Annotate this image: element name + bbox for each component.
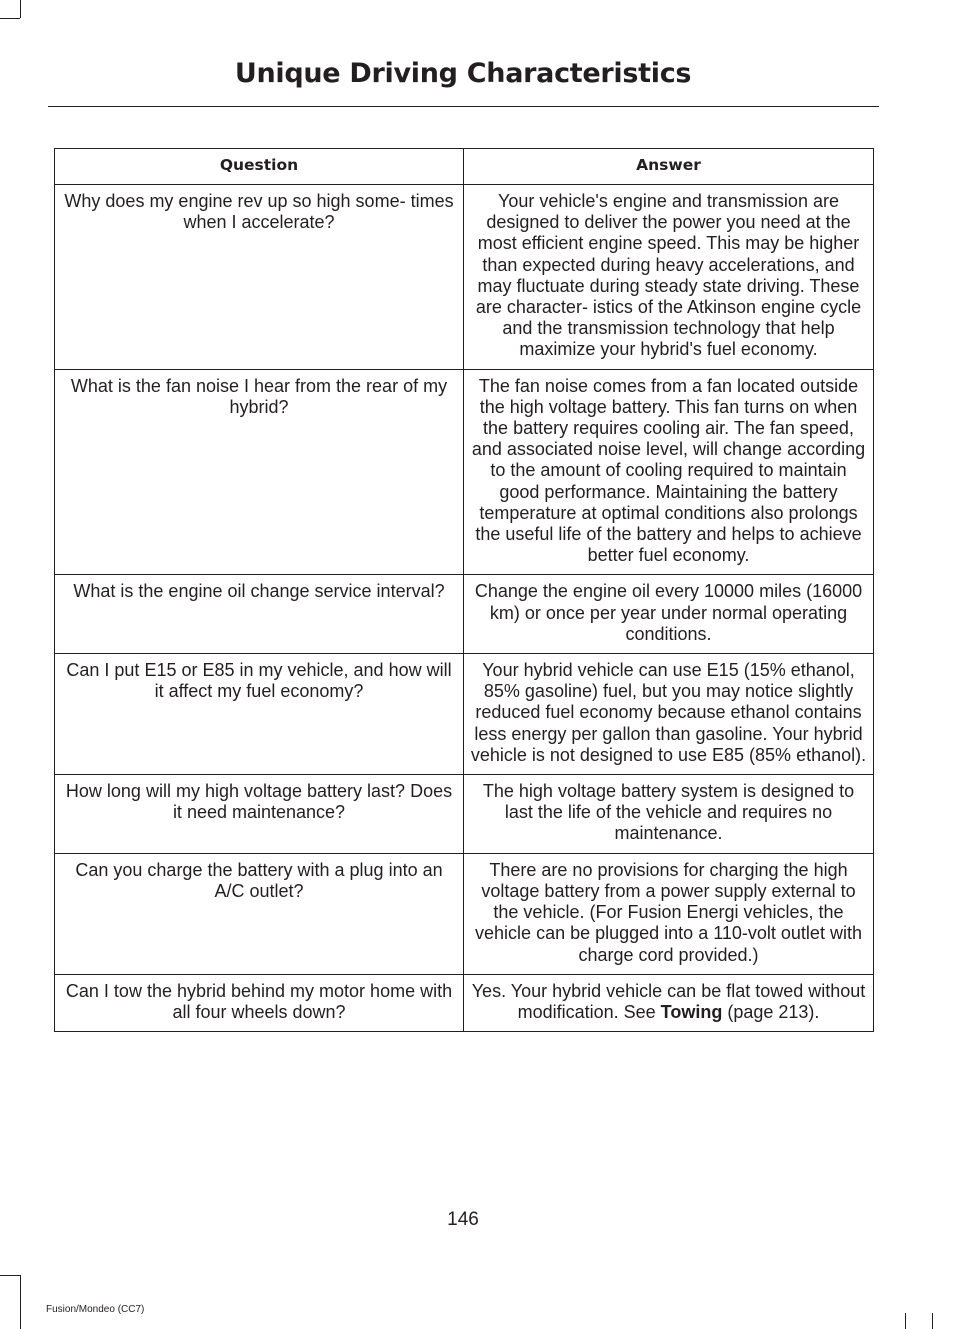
answer-cell — [464, 974, 874, 1031]
table-row — [55, 369, 874, 575]
page-number: 146 — [447, 1209, 479, 1230]
question-cell: Can you charge the battery with a plug into an A/C outlet? — [55, 853, 464, 974]
crop-mark-bottom-left-vertical — [20, 1275, 21, 1329]
towing-cross-reference-link[interactable]: Towing — [660, 1001, 723, 1022]
answer-cell: Your hybrid vehicle can use E15 (15% ethanol, 85% gasoline) fuel, but you may notice slightly reduced fuel economy because ethanol contains less energy per gallon than gasoline. Your hybrid vehicle is not designed to use E85 (85% ethanol). — [464, 654, 874, 775]
crop-mark-bottom-right-vertical-2 — [932, 1313, 933, 1329]
crop-mark-top-left-vertical — [20, 0, 21, 18]
answer-cell: Change the engine oil every 10000 miles (16000 km) or once per year under normal operating conditions. — [464, 575, 874, 654]
table-row — [55, 775, 874, 854]
crop-mark-bottom-left-horizontal — [0, 1275, 20, 1276]
page-title: Unique Driving Characteristics — [234, 58, 692, 89]
answer-cell: Your vehicle's engine and transmission are designed to deliver the power you need at the most efficient engine speed. This may be higher than expected during heavy accelerations, and may fluctuate during steady state driving. These are character- istics of the Atkinson engine cycle and the transmission technology that help maximize your hybrid's fuel economy. — [464, 185, 874, 370]
question-cell: What is the engine oil change service interval? — [55, 575, 464, 654]
crop-mark-bottom-right-vertical-1 — [905, 1313, 906, 1329]
question-cell: Can I tow the hybrid behind my motor home with all four wheels down? — [55, 974, 464, 1031]
question-cell: What is the fan noise I hear from the rear of my hybrid? — [55, 369, 464, 575]
column-header-answer: Answer — [464, 149, 874, 185]
table-row — [55, 575, 874, 654]
answer-text-after: (page 213). — [727, 1001, 820, 1022]
column-header-question: Question — [55, 149, 464, 185]
answer-cell: The fan noise comes from a fan located outside the high voltage battery. This fan turns on when the battery requires cooling air. The fan speed, and associated noise level, will change according to the amount of cooling required to maintain good performance. Maintaining the battery temperature at optimal conditions also prolongs the useful life of the battery and helps to achieve better fuel economy. — [464, 369, 874, 575]
table-row — [55, 974, 874, 1031]
question-cell: Can I put E15 or E85 in my vehicle, and how will it affect my fuel economy? — [55, 654, 464, 775]
answer-cell: The high voltage battery system is designed to last the life of the vehicle and requires no maintenance. — [464, 775, 874, 854]
table-row — [55, 853, 874, 974]
crop-mark-top-left-horizontal — [0, 18, 20, 19]
answer-cell: There are no provisions for charging the high voltage battery from a power supply external to the vehicle. (For Fusion Energi vehicles, the vehicle can be plugged into a 110-volt outlet with charge cord provided.) — [464, 853, 874, 974]
question-cell: Why does my engine rev up so high some- times when I accelerate? — [55, 185, 464, 370]
footer-model-label: Fusion/Mondeo (CC7) — [46, 1304, 145, 1315]
answer-text-before: Yes. Your hybrid vehicle can be flat towed without modification. See — [471, 980, 866, 1022]
table-row — [55, 185, 874, 370]
title-divider — [48, 106, 879, 107]
qa-table — [54, 148, 874, 1032]
table-header-row — [55, 149, 874, 185]
question-cell: How long will my high voltage battery last? Does it need maintenance? — [55, 775, 464, 854]
table-row — [55, 654, 874, 775]
